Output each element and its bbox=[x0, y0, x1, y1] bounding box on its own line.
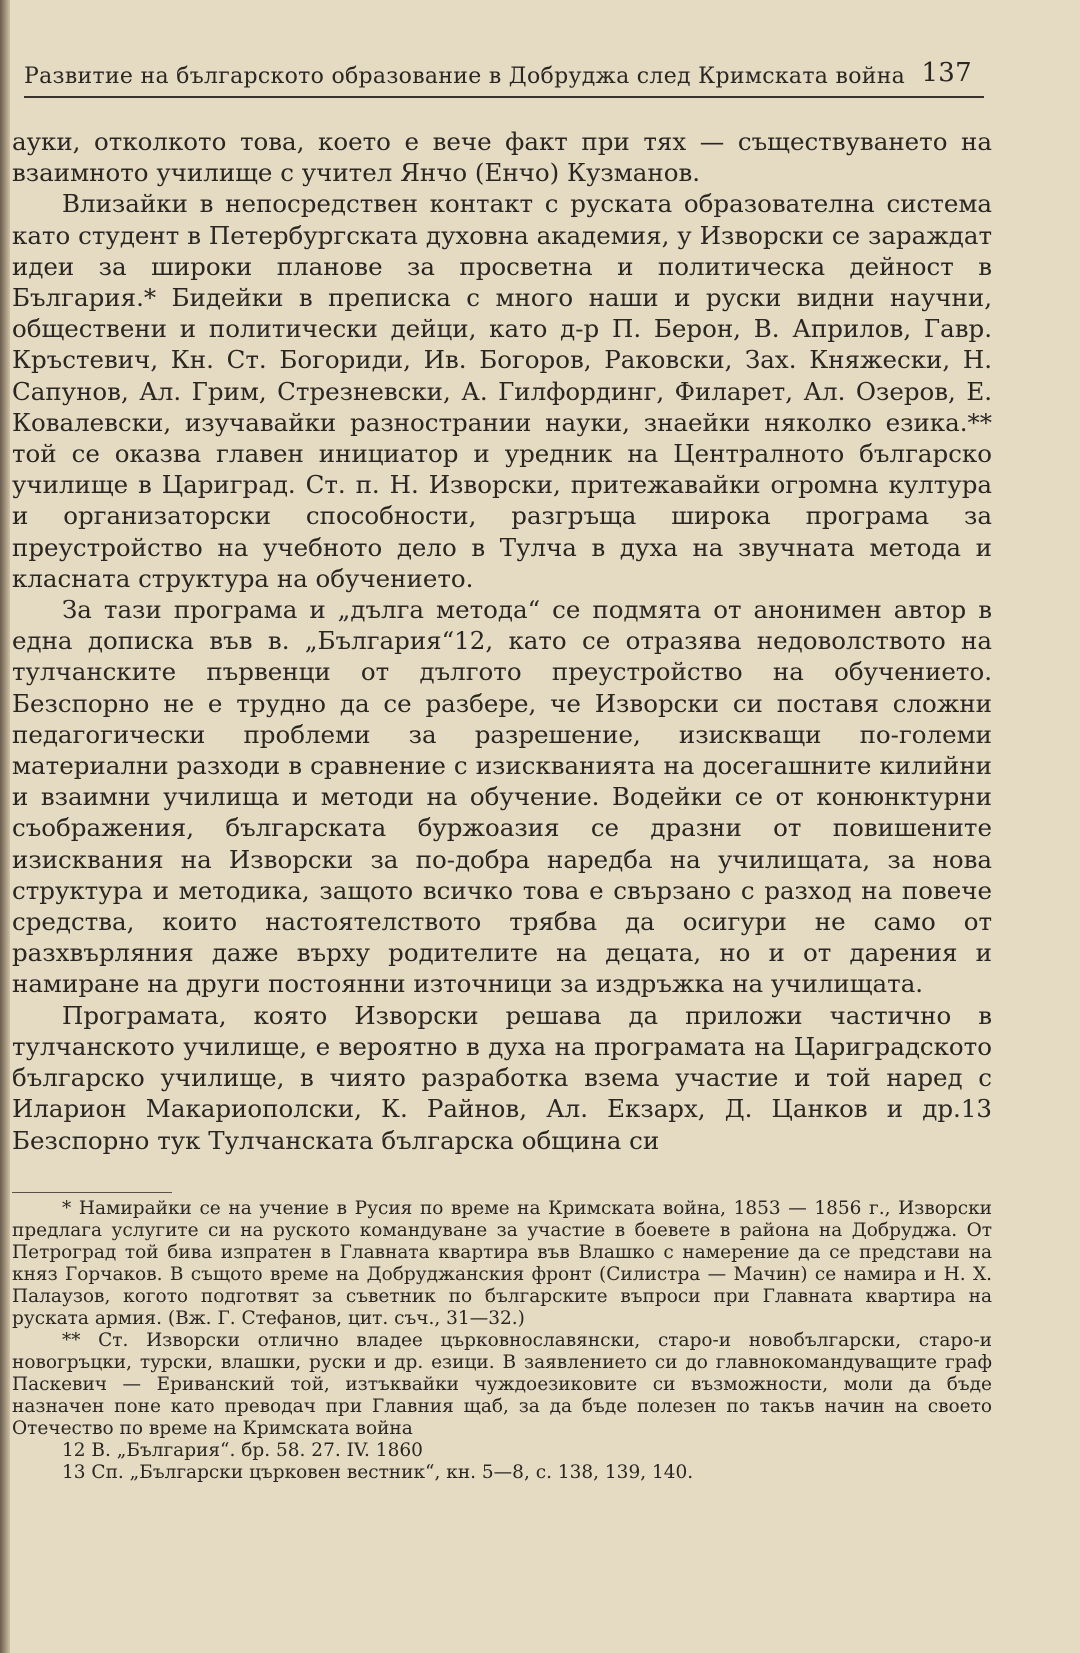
page-gutter-edge bbox=[0, 0, 10, 1653]
running-title: Развитие на българското образование в Добруджа след Кримската война bbox=[24, 64, 906, 89]
footnote-reference: 12 В. „България“. бр. 58. 27. IV. 1860 bbox=[62, 1440, 423, 1461]
footnotes bbox=[12, 1198, 992, 1484]
main-text bbox=[12, 126, 992, 1156]
footnote: * Намирайки се на учение в Русия по време на Кримската война, 1853 — 1856 г., Изворски предлага услугите си на руското командуване за участие в боевете в района на Добруджа. От Петроград той бива изпратен в Главната квартира във Влашко с намерение да се представи на княз Горчаков. В същото време на Добруджанския фронт (Силистра — Мачин) се намира и Н. Х. Палаузов, когото подготвят за съветник по българските въпроси при Главната квартира на руската армия. (Вж. Г. Стефанов, цит. съч., 31—32.) bbox=[12, 1198, 992, 1329]
header-rule bbox=[24, 96, 984, 98]
paragraph: За тази програма и „дълга метода“ се подмята от анонимен автор в една дописка във в. „България“12, като се отразява недоволството на тулчанските първенци от дългото преустройство на обучението. Безспорно не е трудно да се разбере, че Изворски си поставя сложни педагогически проблеми за разрешение, изискващи по-големи материални разходи в сравнение с изискванията на досегашните килийни и взаимни училища и методи на обучение. Водейки се от конюнктурни съображения, българската буржоазия се дразни от повишените изисквания на Изворски за по-добра наредба на училищата, за нова структура и методика, защото всичко това е свързано с разход на повече средства, които настоятелството трябва да осигури не само от разхвърляния даже върху родителите на децата, но и от дарения и намиране на други постоянни източници за издръжка на училищата. bbox=[12, 595, 992, 999]
paragraph: Влизайки в непосредствен контакт с руската образователна система като студент в Петербургската духовна академия, у Изворски се зараждат идеи за широки планове за просветна и политическа дейност в България.* Бидейки в преписка с много наши и руски видни научни, обществени и политически дейци, като д-р П. Берон, В. Априлов, Гавр. Кръстевич, Кн. Ст. Богориди, Ив. Богоров, Раковски, Зах. Княжески, Н. Сапунов, Ал. Грим, Стрезневски, А. Гилфординг, Филарет, Ал. Озеров, Е. Ковалевски, изучавайки разнострании науки, знаейки няколко езика.** той се оказва главен инициатор и уредник на Централното българско училище в Цариград. Ст. п. Н. Изворски, притежавайки огромна култура и организаторски способности, разгръща широка програма за преустройство на учебното дело в Тулча в духа на звучната метода и класната структура на обучението. bbox=[12, 189, 992, 593]
page-number: 137 bbox=[921, 58, 972, 88]
footnote-reference: 13 Сп. „Български църковен вестник“, кн. 5—8, с. 138, 139, 140. bbox=[62, 1462, 694, 1483]
footnote-rule bbox=[12, 1192, 172, 1193]
paragraph: Програмата, която Изворски решава да приложи частично в тулчанското училище, е вероятно в духа на програмата на Цариградското българско училище, в чиято разработка взема участие и той наред с Иларион Макариополски, К. Райнов, Ал. Екзарх, Д. Цанков и др.13 Безспорно тук Тулчанската българска община си bbox=[12, 1000, 992, 1155]
footnote: ** Ст. Изворски отлично владее църковнославянски, старо-и новобългарски, старо-и новогръцки, турски, влашки, руски и др. езици. В заявлението си до главнокомандуващите граф Паскевич — Ериванский той, изтъквайки чуждоезиковите си възможности, моли да бъде назначен поне като преводач при Главния щаб, за да бъде полезен по такъв начин на своето Отечество по време на Кримската война bbox=[12, 1330, 992, 1439]
paragraph: ауки, отколкото това, което е вече факт при тях — съществуването на взаимното училище с учител Янчо (Енчо) Кузманов. bbox=[12, 127, 992, 188]
running-header bbox=[24, 58, 1024, 98]
